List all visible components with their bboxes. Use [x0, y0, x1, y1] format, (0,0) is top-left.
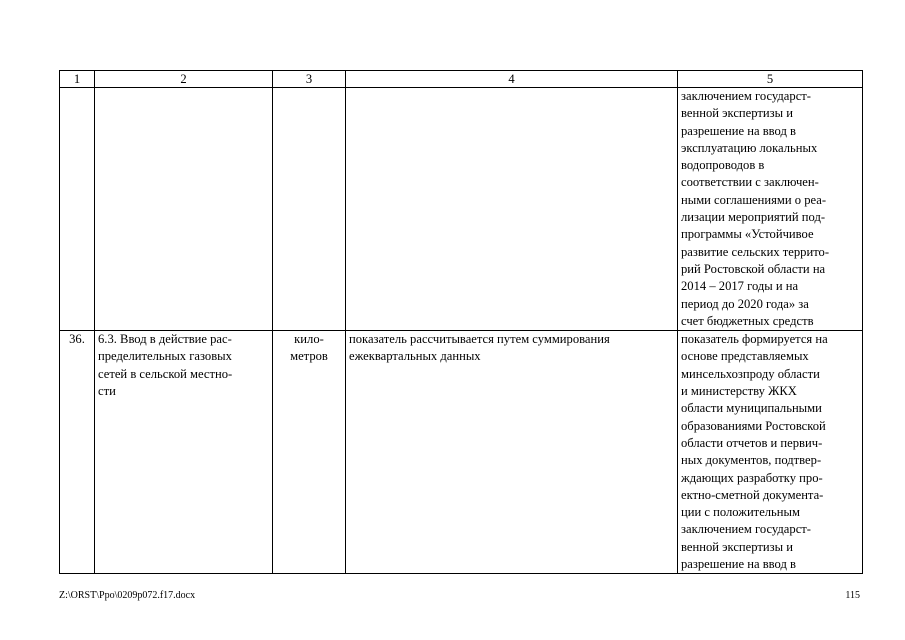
text-line: пределительных газовых [98, 349, 232, 364]
text-line: ции с положительным [681, 505, 800, 520]
text-line: ектно-сметной документа- [681, 487, 824, 502]
cell-number [60, 88, 95, 331]
text-line: заключением государст- [681, 89, 811, 103]
text-line: области отчетов и первич- [681, 435, 823, 450]
text-line: развитие сельских террито- [681, 244, 830, 259]
text-line: кило- [294, 332, 324, 347]
cell-source [678, 88, 863, 331]
text-line: сетей в сельской местно- [98, 366, 233, 381]
footer-page-number: 115 [845, 590, 860, 601]
header-row [60, 71, 863, 88]
cell-indicator [95, 88, 273, 331]
cell-unit [273, 88, 346, 331]
header-col-1: 1 [60, 71, 95, 88]
text-line: заключением государст- [681, 522, 811, 537]
text-line: 6.3. Ввод в действие рас- [98, 332, 232, 347]
text-line: эксплуатацию локальных [681, 140, 818, 155]
text-line: ных документов, подтвер- [681, 453, 822, 468]
text-line: разрешение на ввод в [681, 123, 796, 138]
text-line: программы «Устойчивое [681, 227, 814, 242]
cell-indicator [95, 331, 273, 574]
text-line: лизации мероприятий под- [681, 210, 826, 225]
text-line: области муниципальными [681, 401, 822, 416]
cell-number: 36. [60, 331, 95, 574]
cell-method [346, 88, 678, 331]
text-line: период до 2020 года» за [681, 296, 809, 311]
text-line: ждающих разработку про- [681, 470, 823, 485]
text-line: метров [290, 349, 328, 364]
text-line: минсельхозпроду области [681, 366, 820, 381]
text-line: показатель рассчитывается путем суммирования [349, 332, 610, 347]
text-line: образованиями Ростовской [681, 418, 826, 433]
text-line: ными соглашениями о реа- [681, 192, 827, 207]
text-line: сти [98, 384, 116, 399]
cell-method [346, 331, 678, 574]
indicators-table [59, 70, 863, 574]
header-col-3: 3 [273, 71, 346, 88]
header-col-5: 5 [678, 71, 863, 88]
text-line: венной экспертизы и [681, 106, 793, 121]
text-line: основе представляемых [681, 349, 809, 364]
cell-unit [273, 331, 346, 574]
text-line: соответствии с заключен- [681, 175, 819, 190]
table-row-continuation [60, 88, 863, 331]
header-col-2: 2 [95, 71, 273, 88]
text-line: водопроводов в [681, 158, 765, 173]
text-line: разрешение на ввод в [681, 557, 796, 572]
text-line: 2014 – 2017 годы и на [681, 279, 799, 294]
footer-file-path: Z:\ORST\Ppo\0209p072.f17.docx [59, 590, 196, 601]
text-line: ежеквартальных данных [349, 349, 481, 364]
cell-source [678, 331, 863, 574]
header-col-4: 4 [346, 71, 678, 88]
table-row-36 [60, 331, 863, 574]
text-line: венной экспертизы и [681, 539, 793, 554]
text-line: рий Ростовской области на [681, 261, 826, 276]
text-line: и министерству ЖКХ [681, 384, 797, 399]
text-line: показатель формируется на [681, 332, 828, 347]
text-line: счет бюджетных средств [681, 313, 814, 328]
